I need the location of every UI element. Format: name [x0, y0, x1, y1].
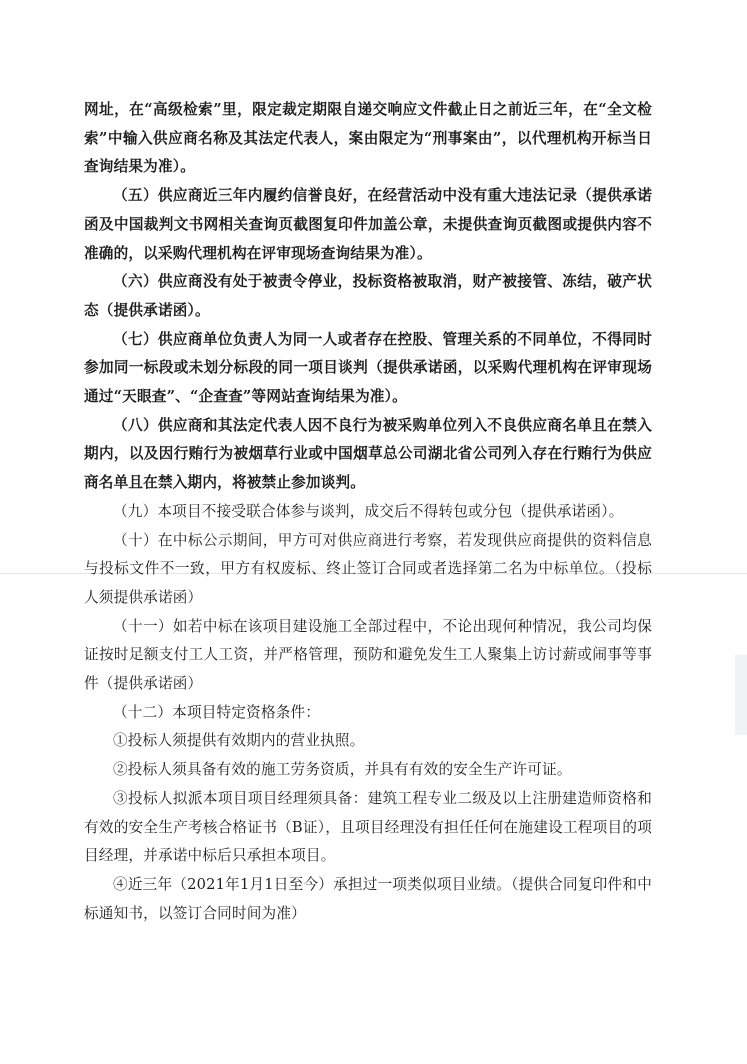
paragraph-item-11-wages: （十一）如若中标在该项目建设施工全部过程中，不论出现何种情况，我公司均保证按时足额支付工人工资，并严格管理，预防和避免发生工人聚集上访讨薪或闹事等事件（提供承诺函）: [84, 617, 652, 693]
paragraph-item-12-heading: （十二）本项目特定资格条件：: [113, 703, 321, 721]
paragraph-requirement-1: ①投标人须提供有效期内的营业执照。: [113, 732, 365, 750]
document-body: [84, 96, 652, 928]
paragraph-requirement-4: ④近三年（2021年1月1日至今）承担过一项类似项目业绩。（提供合同复印件和中标通知书，以签订合同时间为准）: [84, 875, 652, 922]
paragraph-item-10-inspection: （十）在中标公示期间，甲方可对供应商进行考察，若发现供应商提供的资料信息与投标文件不一致，甲方有权废标、终止签订合同或者选择第二名为中标单位。（投标人须提供承诺函）: [84, 531, 652, 606]
paragraph-item-6-business-status: （六）供应商没有处于被责令停业，投标资格被取消，财产被接管、冻结，破产状态（提供承诺函）。: [84, 273, 652, 319]
scan-artifact-edge: [735, 655, 747, 735]
paragraph-item-5-credit-record: （五）供应商近三年内履约信誉良好，在经营活动中没有重大违法记录（提供承诺函及中国裁判文书网相关查询页截图复印件加盖公章，未提供查询页截图或提供内容不准确的，以采购代理机构在评审现场查询结果为准）。: [84, 187, 652, 262]
paragraph-item-8-blacklist: （八）供应商和其法定代表人因不良行为被采购单位列入不良供应商名单且在禁入期内，以及因行贿行为被烟草行业或中国烟草总公司湖北省公司列入存在行贿行为供应商名单且在禁入期内，将被禁止参加谈判。: [84, 416, 652, 492]
paragraph-item-7-related-units: （七）供应商单位负责人为同一人或者存在控股、管理关系的不同单位，不得同时参加同一标段或未划分标段的同一项目谈判（提供承诺函，以采购代理机构在评审现场通过“天眼查”、“企查查”等网站查询结果为准）。: [84, 330, 652, 406]
paragraph-item-9-consortium: （九）本项目不接受联合体参与谈判，成交后不得转包或分包（提供承诺函）。: [113, 502, 624, 520]
paragraph-search-instructions: 网址，在“高级检索”里，限定裁定期限自递交响应文件截止日之前近三年，在“全文检索”中输入供应商名称及其法定代表人，案由限定为“刑事案由”，以代理机构开标当日查询结果为准）。: [84, 101, 652, 176]
paragraph-requirement-3: ③投标人拟派本项目项目经理须具备：建筑工程专业二级及以上注册建造师资格和有效的安全生产考核合格证书（B证），且项目经理没有担任任何在施建设工程项目的项目经理，并承诺中标后只承担本项目。: [84, 789, 652, 865]
paragraph-requirement-2: ②投标人须具备有效的施工劳务资质，并具有有效的安全生产许可证。: [113, 761, 572, 779]
